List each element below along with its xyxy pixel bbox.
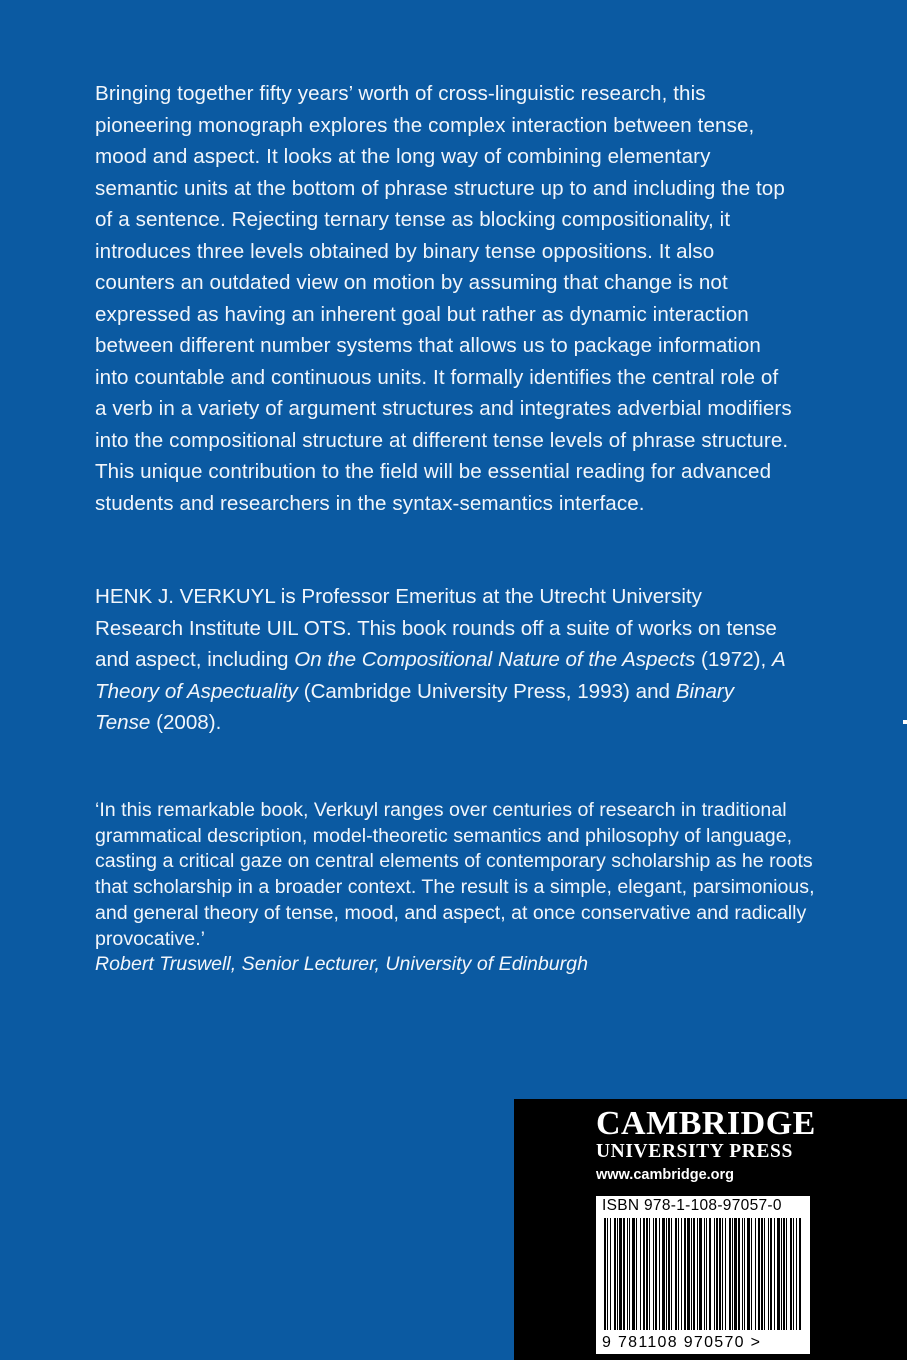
- barcode-bar: [684, 1218, 686, 1330]
- barcode-bar: [678, 1218, 679, 1330]
- barcode-bars: [602, 1218, 804, 1330]
- barcode-bar: [653, 1218, 654, 1330]
- barcode-bar: [774, 1218, 775, 1330]
- barcode-bar: [747, 1218, 750, 1330]
- barcode-bar: [643, 1218, 645, 1330]
- barcode-bar: [659, 1218, 660, 1330]
- barcode-bar: [744, 1218, 745, 1330]
- barcode-bar: [614, 1218, 616, 1330]
- barcode-bar: [687, 1218, 690, 1330]
- barcode-bar: [716, 1218, 718, 1330]
- bio-work-title-1: On the Compositional Nature of the Aspects: [294, 648, 696, 671]
- barcode-bar: [758, 1218, 760, 1330]
- barcode-bar: [719, 1218, 721, 1330]
- bio-work-title-2: A Theory of Aspectuality: [95, 648, 785, 703]
- barcode-bar: [770, 1218, 772, 1330]
- barcode-bar: [755, 1218, 756, 1330]
- barcode: [596, 1196, 810, 1354]
- barcode-bar: [699, 1218, 702, 1330]
- barcode-bar: [681, 1218, 682, 1330]
- barcode-bar: [714, 1218, 715, 1330]
- barcode-bar: [640, 1218, 641, 1330]
- quote-attribution: Robert Truswell, Senior Lecturer, University of Edinburgh: [95, 953, 588, 976]
- barcode-bar: [668, 1218, 670, 1330]
- barcode-bar: [790, 1218, 792, 1330]
- barcode-bar: [742, 1218, 743, 1330]
- barcode-bar: [709, 1218, 711, 1330]
- barcode-bar: [786, 1218, 787, 1330]
- barcode-bar: [783, 1218, 785, 1330]
- barcode-bar: [619, 1218, 622, 1330]
- publisher-url: www.cambridge.org: [596, 1167, 735, 1183]
- barcode-bar: [777, 1218, 780, 1330]
- publisher-logo-press: UNIVERSITY PRESS: [596, 1141, 793, 1162]
- barcode-bar: [799, 1218, 801, 1330]
- barcode-bar: [722, 1218, 723, 1330]
- barcode-bar: [693, 1218, 695, 1330]
- barcode-bar: [781, 1218, 782, 1330]
- barcode-bar: [725, 1218, 726, 1330]
- barcode-bar: [666, 1218, 667, 1330]
- barcode-bar: [607, 1218, 608, 1330]
- barcode-bar: [796, 1218, 797, 1330]
- publisher-logo-name: CAMBRIDGE: [596, 1105, 816, 1142]
- barcode-bar: [617, 1218, 618, 1330]
- barcode-bar: [675, 1218, 677, 1330]
- bio-text-1: HENK J. VERKUYL is Professor Emeritus at the Utrecht University Research Institute UIL OTS. This book rounds off a suite of works on tense and aspect, including: [95, 585, 777, 671]
- barcode-bar: [623, 1218, 625, 1330]
- barcode-bar: [706, 1218, 707, 1330]
- barcode-bar: [793, 1218, 794, 1330]
- barcode-bar: [636, 1218, 637, 1330]
- barcode-digits: 9 781108 970570 >: [602, 1334, 762, 1351]
- barcode-bar: [604, 1218, 606, 1330]
- barcode-bar: [629, 1218, 630, 1330]
- barcode-bar: [732, 1218, 733, 1330]
- bio-work-title-3: Binary Tense: [95, 679, 735, 734]
- barcode-bar: [646, 1218, 648, 1330]
- barcode-bar: [662, 1218, 665, 1330]
- back-cover-blurb: Bringing together fifty years’ worth of cross-linguistic research, this pioneering monograph explores the complex interaction between tense, mood and aspect. It looks at the long way of combining elementary semantic units at the bottom of phrase structure up to and including the top of a sentence. Rejecting ternary tense as blocking compositionality, it introduces three levels obtained by binary tense oppositions. It also counters an outdated view on motion by assuming that change is not expressed as having an inherent goal but rather as dynamic interaction between different number systems that allows us to package information into countable and continuous units. It formally identifies the central role of a verb in a variety of argument structures and integrates adverbial modifiers into the compositional structure at different tense levels of phrase structure. This unique contribution to the field will be essential reading for advanced students and researchers in the syntax-semantics interface.: [95, 82, 792, 515]
- barcode-bar: [751, 1218, 752, 1330]
- barcode-bar: [632, 1218, 635, 1330]
- barcode-bar: [697, 1218, 698, 1330]
- author-bio: [95, 581, 795, 739]
- barcode-bar: [734, 1218, 737, 1330]
- barcode-bar: [761, 1218, 763, 1330]
- bio-text-3: (Cambridge University Press, 1993) and: [297, 679, 676, 703]
- barcode-bar: [627, 1218, 628, 1330]
- barcode-bar: [691, 1218, 692, 1330]
- barcode-bar: [738, 1218, 740, 1330]
- edge-mark: [903, 720, 907, 724]
- barcode-bar: [671, 1218, 672, 1330]
- isbn-number: ISBN 978-1-108-97057-0: [602, 1197, 782, 1214]
- barcode-bar: [729, 1218, 731, 1330]
- barcode-bar: [649, 1218, 650, 1330]
- barcode-bar: [764, 1218, 765, 1330]
- barcode-bar: [768, 1218, 769, 1330]
- endorsement-quote: [95, 798, 830, 978]
- bio-text-4: (2008).: [150, 711, 222, 734]
- bio-text-2: (1972),: [695, 648, 772, 671]
- publisher-panel: [514, 1099, 907, 1360]
- barcode-bar: [704, 1218, 705, 1330]
- barcode-bar: [655, 1218, 657, 1330]
- quote-text: ‘In this remarkable book, Verkuyl ranges over centuries of research in traditional grammatical description, model-theoretic semantics and philosophy of language, casting a critical gaze on central elements of contemporary scholarship as he roots that scholarship in a broader context. The result is a simple, elegant, parsimonious, and general theory of tense, mood, and aspect, at once conservative and radically provocative.’: [95, 799, 815, 950]
- barcode-bar: [610, 1218, 611, 1330]
